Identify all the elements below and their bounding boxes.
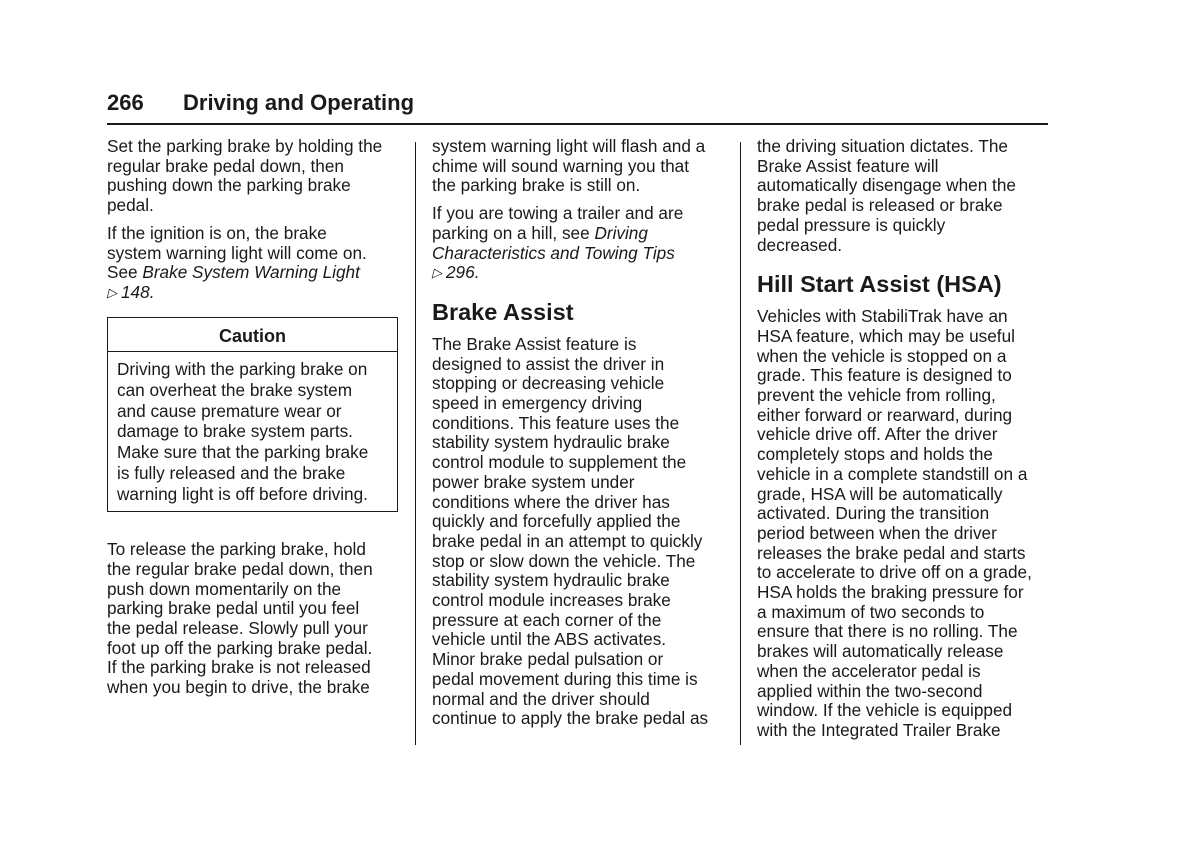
section-heading: Brake Assist bbox=[432, 298, 574, 325]
section-heading: Hill Start Assist (HSA) bbox=[757, 271, 1002, 298]
paragraph: To release the parking brake, hold the regular brake pedal down, then push down momentarily on the parking brake pedal until you feel the pedal release. Slowly pull your foot up off the parking brake pedal. If the parking brake is not released when you begin to drive, the brake bbox=[107, 539, 373, 698]
column-3 bbox=[757, 137, 1052, 749]
cross-reference-link: Characteristics and Towing Tips bbox=[432, 242, 675, 263]
paragraph: If the ignition is on, the brake system warning light will come on. See Brake System Warning Light ▷ 148. bbox=[107, 222, 367, 302]
caution-text: Driving with the parking brake on can overheat the brake system and cause premature wear or damage to brake system parts. Make sure that the parking brake is fully released and the brake warning light is off before driving. bbox=[117, 359, 369, 504]
caution-title: Caution bbox=[108, 318, 397, 353]
page-header bbox=[107, 89, 414, 117]
column-divider bbox=[415, 142, 416, 745]
cross-reference-link: Driving bbox=[594, 222, 648, 243]
page-reference: 296 bbox=[446, 262, 475, 283]
cross-reference-link: Brake System Warning Light bbox=[142, 262, 360, 283]
header-rule bbox=[107, 123, 1048, 125]
paragraph: Set the parking brake by holding the regular brake pedal down, then pushing down the parking brake pedal. bbox=[107, 136, 383, 216]
column-1 bbox=[107, 137, 407, 706]
caution-box bbox=[107, 317, 398, 513]
paragraph: the driving situation dictates. The Brake Assist feature will automatically disengage when the brake pedal is released or brake pedal pressure is quickly decreased. bbox=[757, 136, 1016, 255]
page-reference-icon: ▷ bbox=[107, 284, 117, 300]
paragraph: Vehicles with StabiliTrak have an HSA feature, which may be useful when the vehicle is stopped on a grade. This feature is designed to prevent the vehicle from rolling, either forward or rearward, during vehicle drive off. After the driver completely stops and holds the vehicle in a complete standstill on a grade, HSA will be automatically activated. During the transition period between when the driver releases the brake pedal and starts to accelerate to drive off on a grade, HSA holds the braking pressure for a maximum of two seconds to ensure that there is no rolling. The brakes will automatically release when the accelerator pedal is applied within the two-second window. If the vehicle is equipped with the Integrated Trailer Brake bbox=[757, 306, 1032, 740]
column-2 bbox=[432, 137, 730, 737]
page-number: 266 bbox=[107, 90, 144, 115]
page-reference: 148 bbox=[121, 281, 150, 302]
column-divider bbox=[740, 142, 741, 745]
paragraph: If you are towing a trailer and are parking on a hill, see Driving Characteristics and Towing Tips ▷ 296. bbox=[432, 204, 730, 283]
paragraph: The Brake Assist feature is designed to assist the driver in stopping or decreasing vehicle speed in emergency driving conditions. This feature uses the stability system hydraulic brake control module to supplement the power brake system under conditions where the driver has quickly and forcefully applied the brake pedal in an attempt to quickly stop or slow down the vehicle. The stability system hydraulic brake control module increases brake pressure at each corner of the vehicle until the ABS activates. Minor brake pedal pulsation or pedal movement during this time is normal and the driver should continue to apply the brake pedal as bbox=[432, 333, 709, 729]
page-reference-icon: ▷ bbox=[432, 265, 442, 281]
paragraph: system warning light will flash and a chime will sound warning you that the parking brake is still on. bbox=[432, 136, 706, 196]
section-title: Driving and Operating bbox=[183, 90, 415, 115]
